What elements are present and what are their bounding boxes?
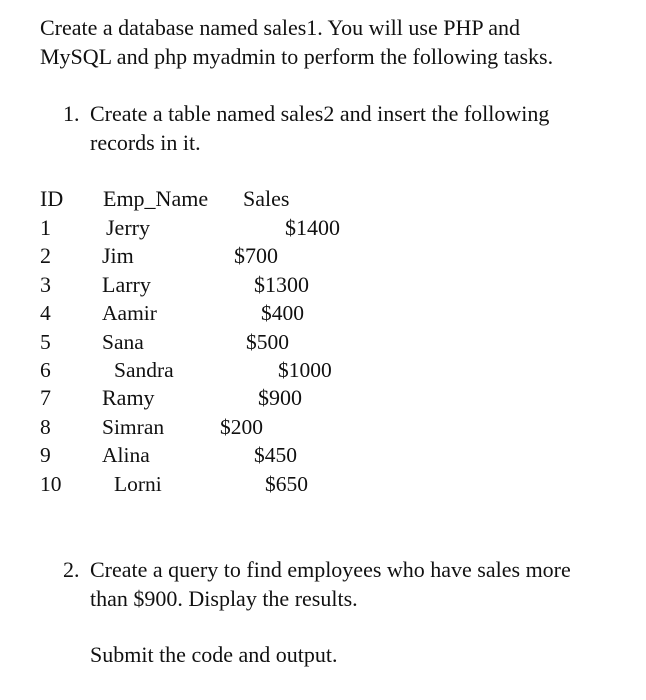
row-7-id: 7 [40,385,51,410]
row-8-sales: $200 [220,415,263,439]
row-8-id: 8 [40,415,51,439]
task-1-line-1: Create a table named sales2 and insert the following [90,101,550,126]
row-3-sales: $1300 [254,272,309,297]
intro-line-1: Create a database named sales1. You will use PHP and [40,15,521,40]
header-id: ID [40,186,64,211]
row-1-sales: $1400 [285,215,340,240]
row-9-id: 9 [40,443,51,467]
task-2-number: 2. [63,557,80,582]
row-7-name: Ramy [102,385,155,410]
row-5-sales: $500 [246,330,289,354]
row-5-name: Sana [102,330,144,354]
row-5-id: 5 [40,330,51,354]
header-sales: Sales [243,186,290,211]
row-10-name: Lorni [114,472,162,496]
row-6-sales: $1000 [278,358,332,382]
row-4-name: Aamir [102,301,157,325]
row-8-name: Simran [102,415,165,439]
header-emp-name: Emp_Name [103,186,209,211]
row-7-sales: $900 [258,385,302,410]
row-2-sales: $700 [234,243,278,268]
row-2-id: 2 [40,243,51,268]
intro-line-2: MySQL and php myadmin to perform the following tasks. [40,44,554,69]
task-2-line-1: Create a query to find employees who have sales more [90,557,571,582]
task-1-number: 1. [63,101,80,126]
row-1-id: 1 [40,215,51,240]
submit-instruction: Submit the code and output. [90,642,338,667]
row-1-name: Jerry [106,215,150,240]
row-4-sales: $400 [261,301,304,325]
task-2-line-2: than $900. Display the results. [90,586,358,611]
row-10-sales: $650 [265,472,308,496]
row-3-name: Larry [102,272,151,297]
row-6-id: 6 [40,358,51,382]
row-3-id: 3 [40,272,51,297]
row-4-id: 4 [40,301,51,325]
row-6-name: Sandra [114,358,174,382]
row-10-id: 10 [40,472,62,496]
row-9-name: Alina [102,443,150,467]
row-9-sales: $450 [254,443,297,467]
row-2-name: Jim [102,243,134,268]
task-1-line-2: records in it. [90,130,201,155]
